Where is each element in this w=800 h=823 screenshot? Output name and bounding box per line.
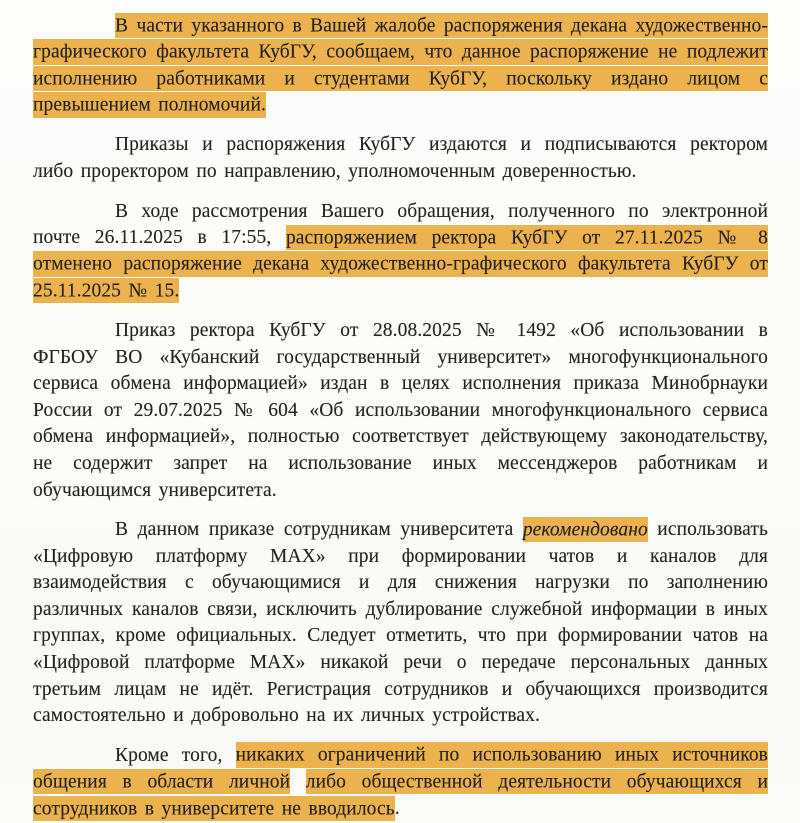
highlighted-text: В части указанного в Вашей жалобе распоряжения декана художественно-графического факультета КубГУ, сообщаем, что данное распоряжение не подлежит исполнению работниками и студентами КубГУ, поскольку издано лицом с превышением полномочий.	[33, 13, 768, 118]
paragraph	[33, 318, 768, 504]
text-segment: использовать «Цифровую платформу MAX» при формировании чатов и каналов для взаимодействия с обучающимися и для снижения нагрузки по заполнению различных каналов связи, исключить дублирование служебной информации в иных группах, кроме официальных. Следует отметить, что при формировании чатов на «Цифровой платформе MAX» никакой речи о передаче персональных данных третьим лицам не идёт. Регистрация сотрудников и обучающихся производится самостоятельно и добровольно на их личных устройствах.	[33, 519, 768, 727]
highlighted-text: рекомендовано	[523, 517, 648, 543]
highlighted-text: распоряжением ректора КубГУ от 27.11.2025 № 8 отменено распоряжение декана художественно-графического факультета КубГУ от 25.11.2025 № 15.	[33, 225, 768, 304]
text-segment: Приказы и распоряжения КубГУ издаются и подписываются ректором либо проректором по направлению, уполномоченным доверенностью.	[33, 134, 768, 182]
document-body	[33, 13, 768, 823]
highlighted-text: либо общественной деятельности обучающихся и сотрудников в университете не вводилось	[33, 769, 768, 821]
paragraph	[33, 517, 768, 730]
text-segment	[290, 771, 306, 792]
paragraph	[33, 743, 768, 823]
highlighted-text: никаких ограничений по использованию иных источников общения в области личной	[33, 742, 768, 794]
text-segment: .	[394, 798, 400, 820]
text-segment: В ходе рассмотрения Вашего обращения, полученного по электронной почте 26.11.2025 в 17:55,	[33, 200, 768, 249]
paragraph	[33, 132, 768, 185]
text-segment: Приказ ректора КубГУ от 28.08.2025 № 1492 «Об использовании в ФГБОУ ВО «Кубанский государственный университет» многофункционального сервиса обмена информацией» издан в целях исполнения приказа Минобрнауки России от 29.07.2025 № 604 «Об использовании многофункционального сервиса обмена информацией», полностью соответствует действующему законодательству, не содержит запрет на использование иных мессенджеров работникам и обучающимся университета.	[33, 319, 768, 501]
text-segment: Кроме того,	[115, 744, 236, 766]
text-segment: В данном приказе сотрудникам университета	[115, 519, 523, 541]
paragraph	[33, 13, 768, 119]
paragraph	[33, 199, 768, 305]
